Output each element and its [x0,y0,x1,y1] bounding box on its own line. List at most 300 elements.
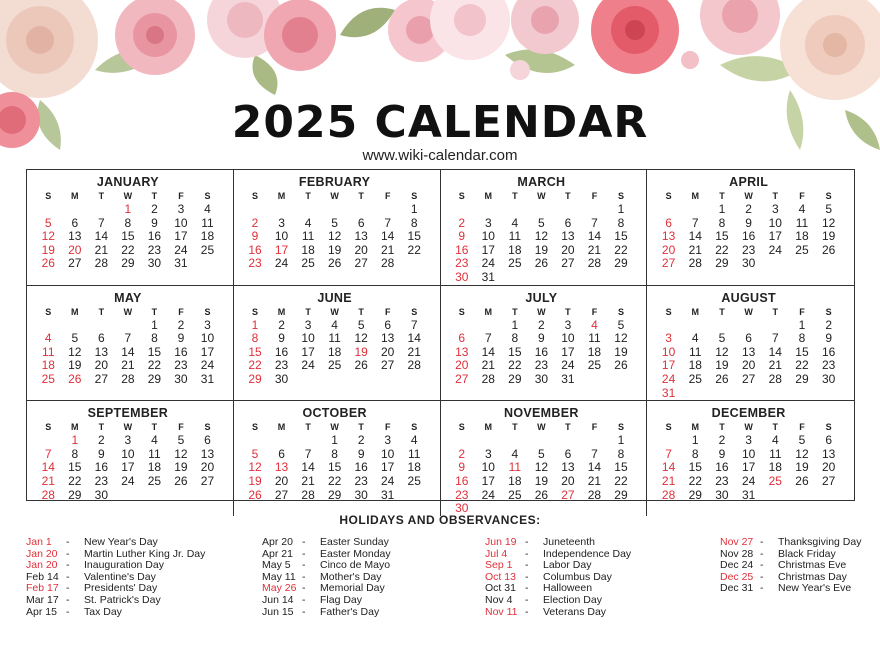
day-cell: 5 [44,215,52,230]
day-cell: 16 [534,344,549,359]
day-cell: 7 [691,215,699,230]
day-cell: 18 [508,242,522,257]
day-cell: 21 [41,473,55,488]
weekday-header: F [591,306,598,317]
holiday-name: Christmas Day [778,570,847,583]
day-cell: 18 [327,344,342,359]
day-cell: 29 [68,487,82,502]
holiday-name: New Year's Day [84,536,158,548]
day-cell: 2 [278,317,285,332]
empty-day [321,203,348,217]
day-cell: 31 [661,385,676,400]
day-cell: 3 [304,317,312,332]
holiday-date: Jan 20 [26,559,58,572]
day-cell: 3 [771,202,779,216]
holiday-separator: - [66,605,70,618]
weekday-header: W [123,191,133,201]
day-cell: 20 [741,358,756,373]
day-cell: 25 [200,242,215,257]
empty-day [348,203,375,217]
day-cell: 13 [821,446,836,461]
empty-day [762,319,789,333]
weekday-header: W [330,306,339,317]
day-cell: 15 [715,229,729,244]
day-cell: 12 [174,446,188,461]
day-cell: 31 [381,487,395,502]
day-cell: 31 [200,371,215,386]
empty-day [581,203,608,217]
month-august [647,286,854,402]
day-cell: 27 [354,256,368,271]
holiday-name: Labor Day [543,559,592,572]
day-cell: 28 [94,256,108,271]
day-cell: 21 [407,344,421,359]
day-cell: 29 [614,487,628,502]
holiday-name: Memorial Day [320,582,385,595]
weekday-header: T [719,422,725,433]
day-cell: 20 [94,358,108,373]
day-cell: 19 [614,344,628,359]
weekday-header: S [665,306,672,317]
empty-day [242,434,269,448]
day-cell: 15 [614,229,628,244]
day-cell: 25 [301,256,315,271]
holiday-row [485,572,700,584]
day-cell: 28 [301,487,315,502]
day-cell: 13 [94,344,108,359]
holiday-row [262,537,477,549]
day-cell: 26 [534,256,549,271]
weekday-header: S [204,191,211,201]
empty-day [655,434,682,448]
month-december [647,401,854,516]
month-september [27,401,234,516]
holiday-separator: - [302,547,306,560]
day-cell: 19 [715,358,729,373]
day-cell: 11 [201,215,214,230]
empty-day [449,319,476,333]
weekday-header: S [252,422,259,433]
holiday-date: Nov 11 [485,605,518,618]
day-cell: 9 [97,446,105,461]
weekday-header: S [411,191,418,201]
holiday-date: Jan 1 [26,536,52,548]
day-cell: 26 [354,358,368,373]
day-cell: 2 [151,202,158,216]
weekday-header: M [691,191,699,201]
month-days [449,190,635,285]
day-cell: 17 [381,460,395,475]
day-cell: 4 [44,331,52,346]
holiday-name: Halloween [543,582,593,595]
weekday-header: T [719,306,725,317]
day-cell: 13 [561,229,575,244]
empty-day [268,203,295,217]
weekday-header: M [277,306,286,317]
day-cell: 20 [455,358,469,373]
day-cell: 8 [691,446,699,461]
day-cell: 29 [327,487,342,502]
holiday-column [26,537,241,618]
day-cell: 23 [455,256,469,271]
day-cell: 10 [381,446,395,461]
day-cell: 18 [795,229,809,244]
day-cell: 16 [248,242,262,257]
day-cell: 2 [745,202,752,216]
day-cell: 30 [274,371,289,386]
day-cell: 21 [301,473,315,488]
day-cell: 27 [561,487,575,502]
holiday-name: Easter Monday [320,547,391,560]
weekday-header: M [71,422,79,433]
weekday-header: F [384,306,391,317]
holiday-date: Apr 21 [262,547,293,560]
day-cell: 2 [825,317,832,332]
day-cell: 7 [771,331,779,346]
day-cell: 17 [301,344,315,359]
weekday-header: F [178,191,184,201]
day-cell: 18 [508,473,522,488]
day-cell: 24 [121,473,135,488]
weekday-header: F [799,422,805,433]
weekday-header: S [204,306,211,317]
day-cell: 23 [147,242,162,257]
day-cell: 25 [147,473,162,488]
weekday-header: M [691,422,699,433]
holiday-row [262,583,477,595]
empty-day [62,319,89,333]
day-cell: 12 [354,331,368,346]
day-cell: 22 [715,242,729,257]
holiday-separator: - [760,582,764,595]
empty-day [655,319,682,333]
day-cell: 1 [798,317,806,332]
day-cell: 13 [561,460,575,475]
day-cell: 21 [587,242,602,257]
day-cell: 31 [561,371,575,386]
day-cell: 16 [94,460,108,475]
day-cell: 6 [564,215,572,230]
day-cell: 6 [665,215,672,230]
day-cell: 27 [200,473,215,488]
holiday-separator: - [760,536,764,548]
day-cell: 8 [617,446,625,461]
holiday-name: Easter Sunday [320,536,389,548]
weekday-header: T [565,422,571,433]
month-days [35,421,221,502]
day-cell: 11 [301,229,315,244]
holiday-date: Apr 20 [262,536,293,548]
day-cell: 2 [97,433,105,448]
day-cell: 7 [484,331,492,346]
weekday-header: T [512,422,518,433]
day-cell: 20 [381,344,395,359]
day-cell: 18 [768,460,782,475]
empty-day [374,203,401,217]
day-cell: 22 [248,358,262,373]
day-cell: 25 [795,242,809,257]
day-cell: 18 [688,358,702,373]
holiday-separator: - [66,559,70,572]
day-cell: 24 [768,242,782,257]
weekday-header: M [484,422,493,433]
day-cell: 25 [41,371,55,386]
holiday-name: Inauguration Day [84,559,164,572]
month-name: NOVEMBER [504,406,579,421]
weekday-header: T [512,306,518,317]
day-cell: 15 [248,344,262,359]
day-cell: 26 [68,371,82,386]
weekday-header: S [411,422,418,433]
day-cell: 7 [97,215,105,230]
month-days [655,421,842,502]
day-cell: 16 [274,344,289,359]
holiday-separator: - [760,570,764,583]
holiday-date: Jan 20 [26,547,58,560]
day-cell: 30 [94,487,108,502]
holiday-date: Feb 14 [26,570,59,583]
holiday-name: Independence Day [543,547,632,560]
day-cell: 12 [41,229,55,244]
day-cell: 19 [354,344,368,359]
day-cell: 4 [798,202,806,216]
empty-day [88,203,115,217]
day-cell: 6 [357,215,365,230]
day-cell: 16 [715,460,729,475]
day-cell: 16 [147,229,162,244]
day-cell: 20 [821,460,836,475]
weekday-header: S [617,306,624,317]
weekday-header: M [71,191,79,201]
day-cell: 13 [200,446,215,461]
day-cell: 2 [458,446,466,461]
weekday-header: S [45,191,52,201]
day-cell: 2 [251,215,259,230]
weekday-header: T [772,191,779,201]
empty-day [295,203,322,217]
day-cell: 19 [41,242,55,257]
day-cell: 21 [121,358,135,373]
holiday-separator: - [302,605,306,618]
weekday-header: W [744,422,753,433]
day-cell: 10 [301,331,315,346]
day-cell: 12 [534,229,549,244]
day-cell: 11 [588,331,601,346]
weekday-header: S [617,191,624,201]
weekday-header: F [178,422,184,433]
month-name: FEBRUARY [298,175,371,189]
day-cell: 19 [795,460,809,475]
holiday-name: Christmas Eve [778,559,847,572]
day-cell: 20 [561,242,575,257]
holiday-separator: - [66,593,70,606]
day-cell: 9 [458,229,466,244]
weekday-header: T [98,191,105,201]
day-cell: 16 [741,229,756,244]
day-cell: 16 [455,242,469,257]
day-cell: 30 [354,487,368,502]
day-cell: 17 [481,242,495,257]
day-cell: 1 [124,202,132,216]
day-cell: 24 [200,358,215,373]
day-cell: 15 [407,229,421,244]
month-days [449,306,635,387]
day-cell: 1 [617,433,625,448]
weekday-header: S [825,422,832,433]
holiday-separator: - [525,547,529,560]
day-cell: 10 [741,446,756,461]
day-cell: 13 [381,331,395,346]
day-cell: 25 [508,487,522,502]
day-cell: 25 [327,358,342,373]
holiday-date: May 26 [262,582,297,595]
empty-day [502,203,529,217]
weekday-header: M [277,191,286,201]
day-cell: 7 [410,317,418,332]
holiday-date: Dec 24 [720,559,754,572]
holiday-date: Jun 14 [262,593,294,606]
day-cell: 16 [455,473,469,488]
day-cell: 28 [41,487,55,502]
weekday-header: W [330,422,339,433]
day-cell: 14 [587,229,602,244]
day-cell: 23 [274,358,289,373]
day-cell: 8 [798,331,806,346]
month-name: JULY [525,290,558,305]
day-cell: 14 [481,344,495,359]
weekday-header: F [178,306,184,317]
day-cell: 15 [327,460,342,475]
day-cell: 19 [327,242,342,257]
holiday-date: Mar 17 [26,593,59,606]
day-cell: 17 [274,242,289,257]
month-name: JUNE [317,290,352,305]
weekday-header: T [772,422,779,433]
day-cell: 23 [741,242,756,257]
day-cell: 4 [151,433,158,448]
day-cell: 7 [384,215,392,230]
holiday-separator: - [525,605,529,618]
day-cell: 27 [94,371,108,386]
day-cell: 23 [248,256,262,271]
weekday-header: W [744,306,753,317]
weekday-header: T [305,422,311,433]
day-cell: 15 [688,460,702,475]
day-cell: 26 [248,487,262,502]
day-cell: 9 [278,331,285,346]
month-name: MARCH [517,175,566,189]
day-cell: 5 [825,202,832,216]
month-january [27,170,234,286]
day-cell: 7 [304,446,312,461]
weekday-header: S [665,422,672,433]
day-cell: 28 [381,256,395,271]
weekday-header: S [411,306,418,317]
day-cell: 5 [71,331,79,346]
day-cell: 1 [251,317,259,332]
empty-day [475,203,502,217]
day-cell: 21 [661,473,676,488]
day-cell: 4 [304,215,312,230]
day-cell: 9 [177,331,185,346]
day-cell: 28 [688,256,702,271]
holiday-separator: - [525,593,529,606]
holiday-column [485,537,700,618]
day-cell: 31 [481,269,495,284]
day-cell: 11 [328,331,341,346]
holiday-separator: - [66,536,70,548]
day-cell: 27 [821,473,836,488]
day-cell: 14 [381,229,395,244]
weekday-header: S [665,191,672,201]
day-cell: 18 [587,344,602,359]
day-cell: 20 [354,242,368,257]
day-cell: 3 [665,331,672,346]
day-cell: 26 [41,256,55,271]
day-cell: 8 [331,446,338,461]
holiday-name: Thanksgiving Day [778,536,862,548]
day-cell: 16 [821,344,836,359]
day-cell: 28 [587,487,602,502]
holidays-title: HOLIDAYS AND OBSERVANCES: [339,513,541,527]
day-cell: 27 [455,371,469,386]
holiday-row [26,595,241,607]
day-cell: 29 [795,371,809,386]
day-cell: 27 [274,487,289,502]
day-cell: 3 [177,202,185,216]
day-cell: 5 [538,446,545,461]
website-url: www.wiki-calendar.com [362,147,518,164]
weekday-header: T [98,306,105,317]
weekday-header: T [565,306,571,317]
day-cell: 24 [481,487,495,502]
day-cell: 2 [538,317,545,332]
day-cell: 26 [327,256,342,271]
day-cell: 8 [410,215,418,230]
day-cell: 7 [591,446,598,461]
calendar-title: 2025 CALENDAR [231,97,649,148]
holiday-separator: - [302,536,306,548]
day-cell: 29 [147,371,162,386]
weekday-header: S [617,422,624,433]
day-cell: 10 [661,344,676,359]
day-cell: 20 [200,460,215,475]
empty-day [295,434,322,448]
weekday-header: M [484,191,493,201]
day-cell: 12 [715,344,729,359]
day-cell: 26 [821,242,836,257]
month-name: SEPTEMBER [87,406,169,421]
month-days [242,306,428,387]
weekday-header: F [384,191,391,201]
day-cell: 5 [251,446,259,461]
day-cell: 15 [68,460,82,475]
day-cell: 28 [481,371,495,386]
day-cell: 28 [661,487,676,502]
day-cell: 24 [661,371,676,386]
day-cell: 10 [768,215,782,230]
day-cell: 4 [410,433,418,448]
day-cell: 6 [71,215,79,230]
day-cell: 17 [768,229,782,244]
weekday-header: W [330,191,339,201]
weekday-header: S [252,191,259,201]
day-cell: 8 [718,215,726,230]
holiday-name: Father's Day [320,605,380,618]
day-cell: 11 [407,446,421,461]
day-cell: 13 [68,229,82,244]
day-cell: 15 [147,344,162,359]
